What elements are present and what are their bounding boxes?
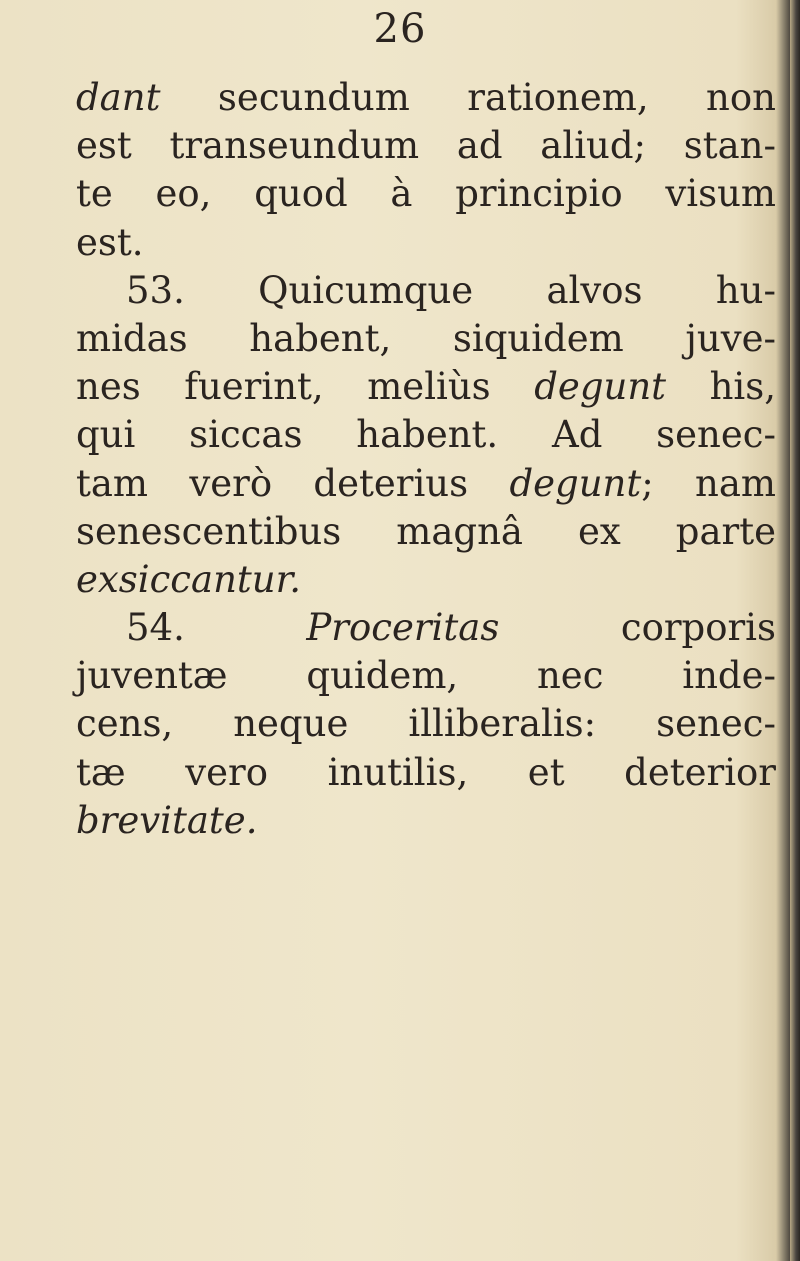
text-line — [76, 604, 776, 652]
text-line — [76, 363, 776, 411]
text-segment: ; nam — [641, 461, 776, 505]
text-segment: qui siccas habent. Ad senec- — [76, 413, 776, 457]
text-segment: cens, neque illiberalis: senec- — [76, 702, 776, 746]
text-segment: tam verò deterius — [76, 461, 510, 505]
text-segment: 54. — [126, 606, 307, 650]
text-segment: nes fuerint, meliùs — [76, 365, 535, 409]
italic-text: Proceritas — [306, 606, 500, 650]
text-line — [76, 749, 776, 797]
body-text — [76, 74, 776, 845]
text-line — [76, 170, 776, 218]
text-line — [76, 556, 776, 604]
text-line — [76, 315, 776, 363]
text-segment: tæ vero inutilis, et deterior — [76, 750, 776, 794]
text-segment: his, — [666, 365, 776, 409]
text-segment: corporis — [499, 606, 777, 650]
text-segment: est transeundum ad aliud; stan- — [76, 124, 776, 168]
page-number: 26 — [373, 6, 427, 52]
text-segment: secundum rationem, non — [160, 76, 776, 119]
text-segment: juventæ quidem, nec inde- — [76, 654, 776, 698]
italic-text: brevitate. — [76, 798, 258, 842]
text-segment: 53. Quicumque alvos hu- — [126, 268, 776, 312]
text-line — [76, 74, 776, 122]
italic-text: degunt — [509, 461, 642, 505]
text-line — [76, 652, 776, 700]
text-line — [76, 267, 776, 315]
italic-text: dant — [76, 76, 161, 119]
italic-text: degunt — [534, 365, 667, 409]
text-line — [76, 122, 776, 170]
text-line — [76, 508, 776, 556]
text-line — [76, 411, 776, 459]
text-segment: est. — [76, 220, 144, 264]
text-line — [76, 700, 776, 748]
text-segment: senescentibus magnâ ex parte — [76, 509, 776, 553]
text-line — [76, 797, 776, 845]
text-segment: midas habent, siquidem juve- — [76, 316, 776, 360]
text-line — [76, 219, 776, 267]
text-segment: te eo, quod à principio visum — [76, 172, 776, 216]
italic-text: exsiccantur. — [76, 557, 301, 601]
text-line — [76, 460, 776, 508]
page-gutter-edge — [790, 0, 800, 1261]
